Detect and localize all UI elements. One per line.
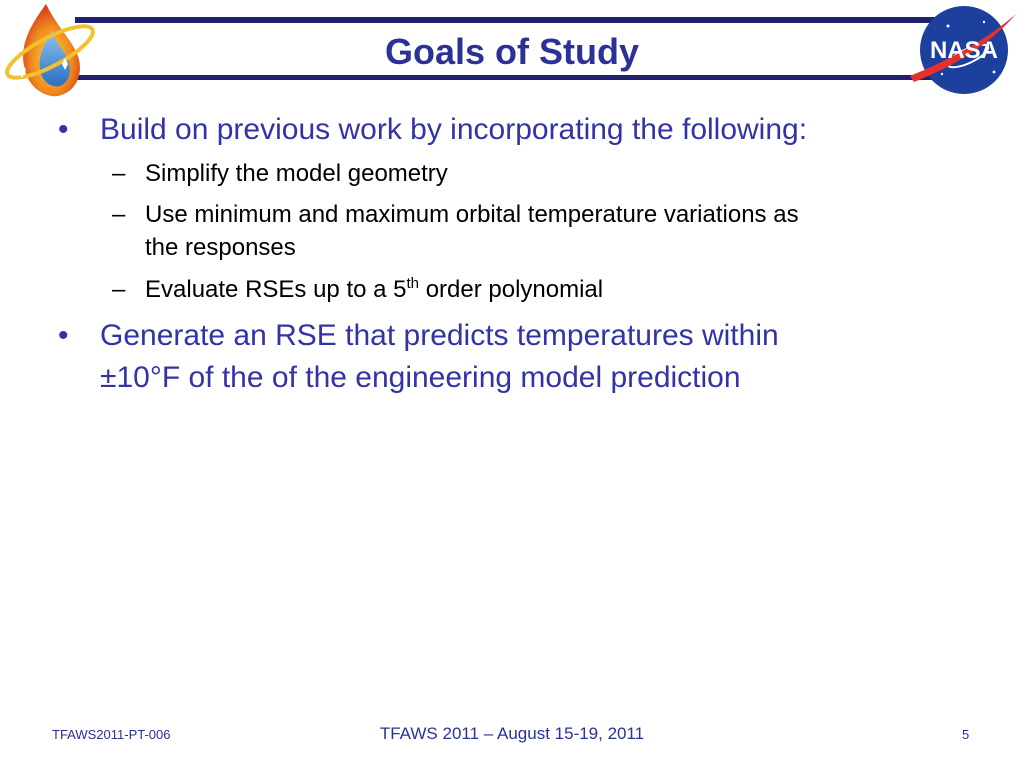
bullet-mark: • bbox=[58, 319, 69, 352]
bullet-mark: • bbox=[58, 113, 69, 146]
sub-bullet-3-text bbox=[145, 273, 603, 306]
footer-event: TFAWS 2011 – August 15-19, 2011 bbox=[379, 724, 645, 743]
bullet-2-line-2: ±10°F of the of the engineering model prediction bbox=[100, 361, 741, 394]
page-number: 5 bbox=[962, 727, 970, 742]
bullet-2-line-1: Generate an RSE that predicts temperatures within bbox=[100, 319, 779, 352]
footer-doc-id: TFAWS2011-PT-006 bbox=[52, 727, 171, 742]
sub-bullet-1-text: Simplify the model geometry bbox=[145, 160, 448, 187]
sub-bullet-2-line-1: Use minimum and maximum orbital temperature variations as bbox=[145, 201, 799, 228]
sub-bullet-3-main: Evaluate RSEs up to a 5 bbox=[145, 276, 407, 303]
nasa-logo-text: NASA bbox=[929, 37, 999, 64]
sub-bullet-3-rest: order polynomial bbox=[425, 276, 604, 303]
sub-bullet-mark: – bbox=[112, 201, 126, 228]
sub-bullet-mark: – bbox=[112, 160, 126, 187]
slide-title: Goals of Study bbox=[384, 31, 640, 72]
superscript-th: th bbox=[406, 275, 420, 292]
bullet-1-text: Build on previous work by incorporating the following: bbox=[100, 113, 808, 146]
sub-bullet-mark: – bbox=[112, 276, 126, 303]
header-bar-bottom bbox=[75, 75, 943, 80]
header-bar-top bbox=[75, 17, 943, 23]
sub-bullet-2-line-2: the responses bbox=[145, 234, 296, 261]
